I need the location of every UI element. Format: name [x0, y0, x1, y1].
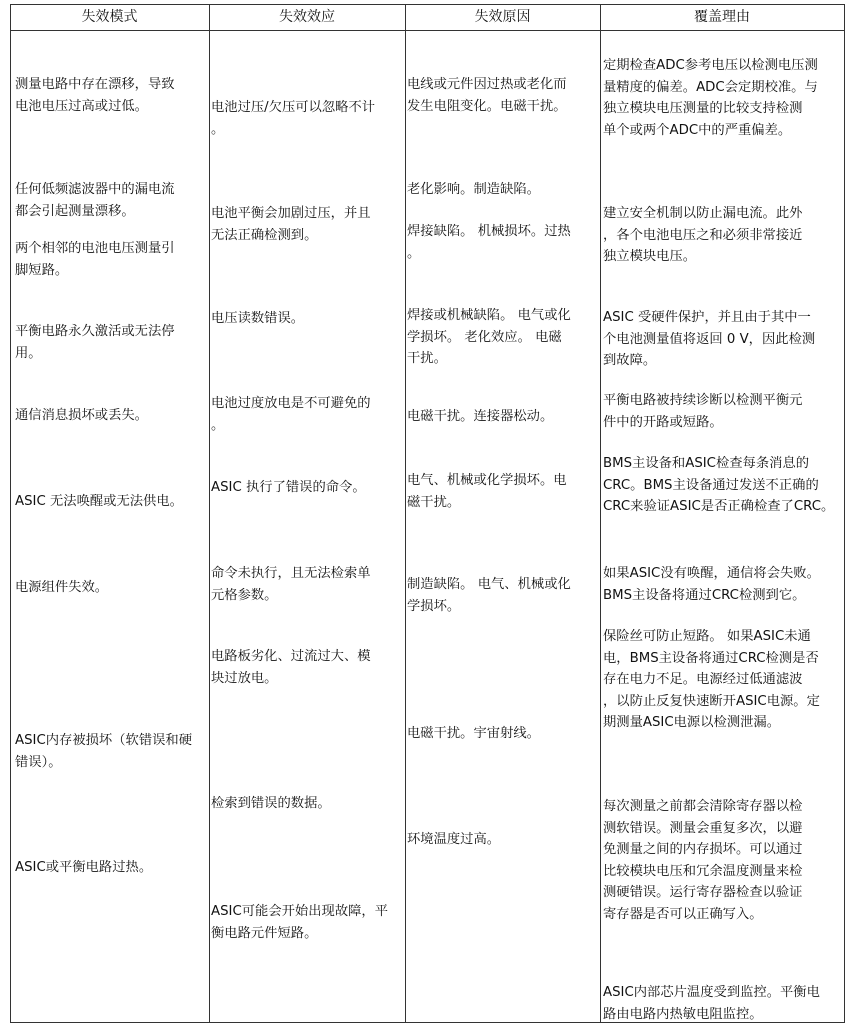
- failure-mode-cell: 任何低频滤波器中的漏电流 都会引起测量漂移。: [15, 182, 175, 219]
- table-border-left: [10, 4, 11, 1023]
- coverage-reason-cell: 平衡电路被持续诊断以检测平衡元 件中的开路或短路。: [603, 393, 803, 430]
- failure-cause-cell: 环境温度过高。: [407, 832, 501, 847]
- failure-mode-cell: 电源组件失效。: [15, 580, 109, 595]
- failure-effect-cell: 电压读数错误。: [211, 311, 305, 326]
- failure-cause-cell: 焊接或机械缺陷。 电气或化 学损坏。 老化效应。 电磁 干扰。: [407, 308, 571, 366]
- failure-mode-cell: ASIC或平衡电路过热。: [15, 860, 153, 875]
- coverage-reason-cell: 每次测量之前都会清除寄存器以检 测软错误。测量会重复多次，以避 免测量之间的内存损坏。可以通过 比较模块电压和冗余温度测量来检 测硬错误。运行寄存器检查以验证 寄存器是否可以正确写入。: [603, 799, 803, 922]
- failure-cause-cell: 电气、机械或化学损坏。电 磁干扰。: [407, 473, 567, 510]
- coverage-reason-cell: 建立安全机制以防止漏电流。此外 ，各个电池电压之和必须非常接近 独立模块电压。: [603, 206, 803, 264]
- failure-effect-cell: 命令未执行，且无法检索单 元格参数。: [211, 566, 371, 603]
- column-divider: [405, 4, 406, 1023]
- header-coverage-reason: 覆盖理由: [694, 9, 750, 25]
- header-failure-cause: 失效原因: [474, 9, 531, 25]
- failure-effect-cell: 电池过度放电是不可避免的 。: [211, 396, 371, 433]
- failure-cause-cell: 老化影响。制造缺陷。: [407, 182, 540, 197]
- failure-effect-cell: 电路板劣化、过流过大、模 块过放电。: [211, 649, 371, 686]
- header-failure-effect: 失效效应: [279, 9, 335, 25]
- failure-cause-cell: 电磁干扰。宇宙射线。: [407, 726, 540, 741]
- column-divider: [209, 4, 210, 1023]
- header-failure-mode: 失效模式: [81, 9, 138, 25]
- failure-effect-cell: ASIC可能会开始出现故障，平 衡电路元件短路。: [211, 904, 389, 941]
- header-divider: [10, 30, 845, 31]
- table-border-top: [10, 4, 845, 5]
- coverage-reason-cell: ASIC 受硬件保护，并且由于其中一 个电池测量值将返回 0 V，因此检测 到故障。: [603, 310, 816, 368]
- failure-mode-cell: 平衡电路永久激活或无法停 用。: [15, 324, 175, 361]
- coverage-reason-cell: 如果ASIC没有唤醒，通信将会失败。 BMS主设备将通过CRC检测到它。: [603, 566, 820, 603]
- failure-effect-cell: 检索到错误的数据。: [211, 796, 331, 811]
- coverage-reason-cell: 保险丝可防止短路。 如果ASIC未通 电，BMS主设备将通过CRC检测是否 存在电力不足。电源经过低通滤波 ，以防止反复快速断开ASIC电源。定 期测量ASIC电源以检测泄漏。: [603, 629, 820, 730]
- failure-mode-cell: 测量电路中存在漂移，导致 电池电压过高或过低。: [15, 77, 175, 114]
- failure-mode-cell: ASIC内存被损坏（软错误和硬 错误）。: [15, 733, 193, 770]
- column-divider: [600, 4, 601, 1023]
- failure-mode-cell: 通信消息损坏或丢失。: [15, 408, 148, 423]
- table-border-right: [844, 4, 845, 1023]
- failure-effect-cell: ASIC 执行了错误的命令。: [211, 480, 366, 495]
- coverage-reason-cell: BMS主设备和ASIC检查每条消息的 CRC。BMS主设备通过发送不正确的 CRC来验证ASIC是否正确检查了CRC。: [603, 456, 835, 514]
- failure-effect-cell: 电池过压/欠压可以忽略不计 。: [211, 100, 376, 137]
- failure-mode-cell: ASIC 无法唤醒或无法供电。: [15, 494, 183, 509]
- failure-cause-cell: 制造缺陷。 电气、机械或化 学损坏。: [407, 577, 571, 614]
- failure-effect-cell: 电池平衡会加剧过压，并且 无法正确检测到。: [211, 206, 371, 243]
- failure-mode-cell: 两个相邻的电池电压测量引 脚短路。: [15, 241, 175, 278]
- failure-cause-cell: 电磁干扰。连接器松动。: [407, 409, 554, 424]
- coverage-reason-cell: ASIC内部芯片温度受到监控。平衡电 路由电路内热敏电阻监控。: [603, 985, 820, 1022]
- failure-cause-cell: 焊接缺陷。 机械损坏。过热 。: [407, 224, 571, 261]
- failure-cause-cell: 电线或元件因过热或老化而 发生电阻变化。电磁干扰。: [407, 77, 567, 114]
- coverage-reason-cell: 定期检查ADC参考电压以检测电压测 量精度的偏差。ADC会定期校准。与 独立模块电压测量的比较支持检测 单个或两个ADC中的严重偏差。: [603, 58, 818, 138]
